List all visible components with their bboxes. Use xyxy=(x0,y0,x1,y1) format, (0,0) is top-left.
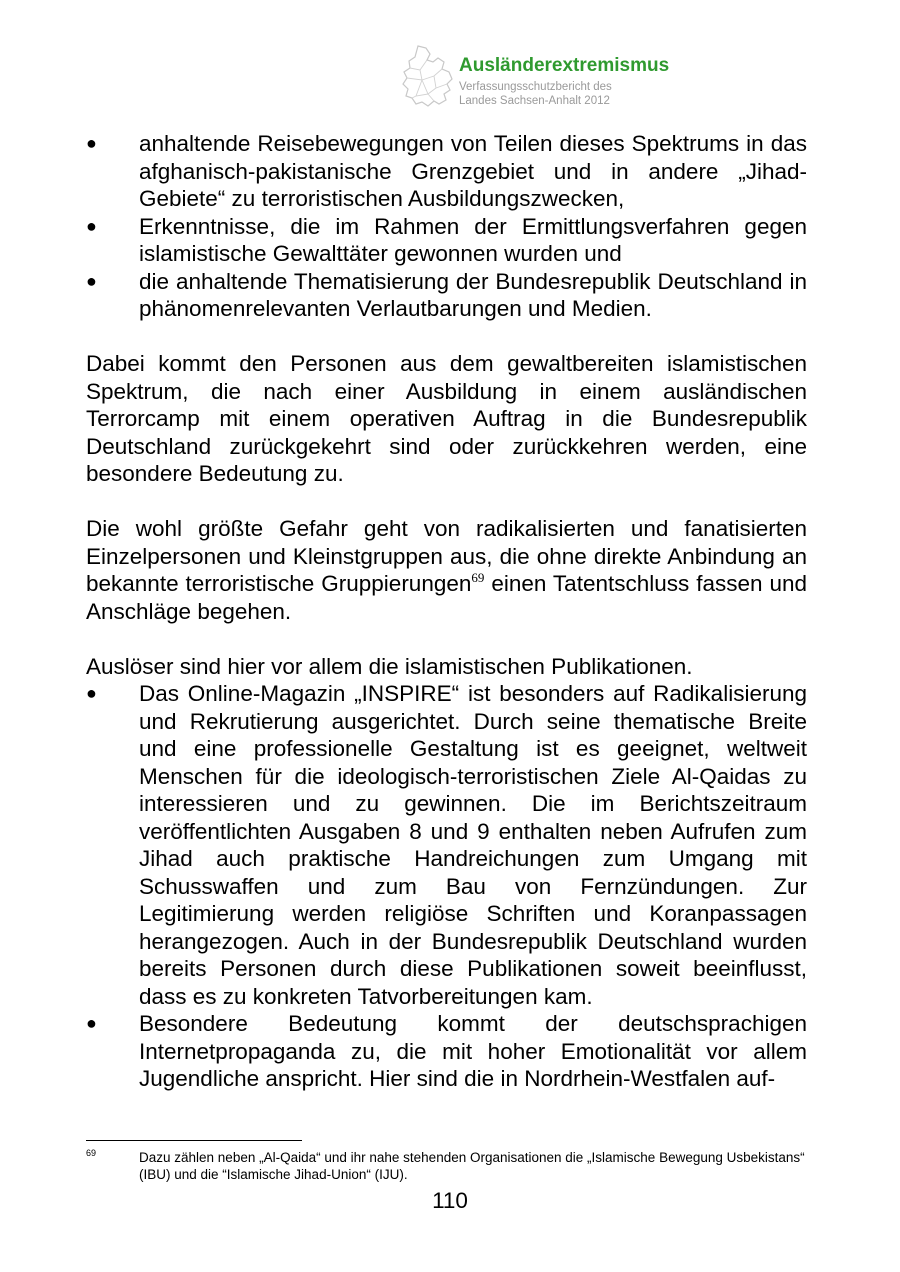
list-item xyxy=(86,680,807,1010)
footnote-divider xyxy=(86,1140,302,1141)
footnote-reference[interactable]: 69 xyxy=(471,570,485,585)
saxony-anhalt-map-icon xyxy=(400,44,456,110)
list-item-text: Das Online-Magazin „INSPIRE“ ist besonders auf Radikalisierung und Rekrutierung ausgerichtet. Durch seine thematische Breite und eine professionelle Gestaltung ist es geeignet, weltweit Menschen für die ideologisch-terroristischen Ziele Al-Qaidas zu interessieren und zu gewinnen. Die im Berichtszeitraum veröffentlichten Ausgaben 8 und 9 enthalten neben Aufrufen zum Jihad auch praktische Handreichungen zum Umgang mit Schusswaffen und zum Bau von Fernzündungen. Zur Legitimierung werden religiöse Schriften und Koranpassagen herangezogen. Auch in der Bundesrepublik Deutschland wurden bereits Personen durch diese Publikationen soweit beeinflusst, dass es zu konkreten Tatvorbereitungen kam. xyxy=(139,681,807,1009)
list-item-text: Besondere Bedeutung kommt der deutschsprachigen Internetpropaganda zu, die mit hoher Emotionalität vor allem Jugendliche anspricht. Hier sind die in Nordrhein-Westfalen auf- xyxy=(139,1011,807,1091)
list-item xyxy=(86,213,807,268)
bullet-icon: ● xyxy=(86,270,97,291)
paragraph: Dabei kommt den Personen aus dem gewaltbereiten islamistischen Spektrum, die nach einer Ausbildung in einem ausländischen Terrorcamp mit einem operativen Auftrag in die Bundesrepublik Deutschland zurückgekehrt sind oder zurückkehren werden, eine besondere Bedeutung zu. xyxy=(86,351,807,486)
bullet-icon: ● xyxy=(86,215,97,236)
report-subtitle-line-1: Verfassungsschutzbericht des xyxy=(459,81,612,93)
page-header xyxy=(400,44,720,114)
body-text xyxy=(86,130,807,1093)
footnote-text: Dazu zählen neben „Al-Qaida“ und ihr nahe stehenden Organisationen die „Islamische Bewegung Usbekistans“ (IBU) und die “Islamische Jihad-Union“ (IJU). xyxy=(139,1150,805,1182)
list-item xyxy=(86,268,807,323)
list-item-text: anhaltende Reisebewegungen von Teilen dieses Spektrums in das afghanisch-pakistanische Grenzgebiet und in andere „Jihad-Gebiete“ zu terroristischen Ausbildungszwecken, xyxy=(139,131,807,211)
paragraph-text: Die wohl größte Gefahr geht von radikalisierten und fanatisierten Einzelpersonen und Kleinstgruppen aus, die ohne direkte Anbindung an bekannte terroristische Gruppierungen xyxy=(86,516,807,596)
list-item-text: Erkenntnisse, die im Rahmen der Ermittlungsverfahren gegen islamistische Gewalttäter gewonnen wurden und xyxy=(139,213,807,266)
list-item xyxy=(86,130,807,213)
footnote xyxy=(86,1149,806,1183)
list-item-text: die anhaltende Thematisierung der Bundesrepublik Deutschland in phänomenrelevanten Verlautbarungen und Medien. xyxy=(139,268,807,321)
paragraph xyxy=(86,515,807,625)
page-number: 110 xyxy=(432,1188,468,1213)
section-title: Ausländerextremismus xyxy=(459,55,670,76)
bullet-icon: ● xyxy=(86,1013,97,1033)
bullet-icon: ● xyxy=(86,683,97,703)
paragraph-text: einen Tatentschluss fassen und Anschläge begehen. xyxy=(86,571,807,624)
list-item xyxy=(86,1010,807,1093)
paragraph: Auslöser sind hier vor allem die islamistischen Publikationen. xyxy=(86,653,693,679)
bullet-list-publications xyxy=(86,680,807,1093)
footnote-number: 69 xyxy=(86,1148,97,1158)
bullet-icon: ● xyxy=(86,133,97,153)
report-subtitle-line-2: Landes Sachsen-Anhalt 2012 xyxy=(459,95,610,107)
bullet-list-indicators xyxy=(86,130,807,323)
